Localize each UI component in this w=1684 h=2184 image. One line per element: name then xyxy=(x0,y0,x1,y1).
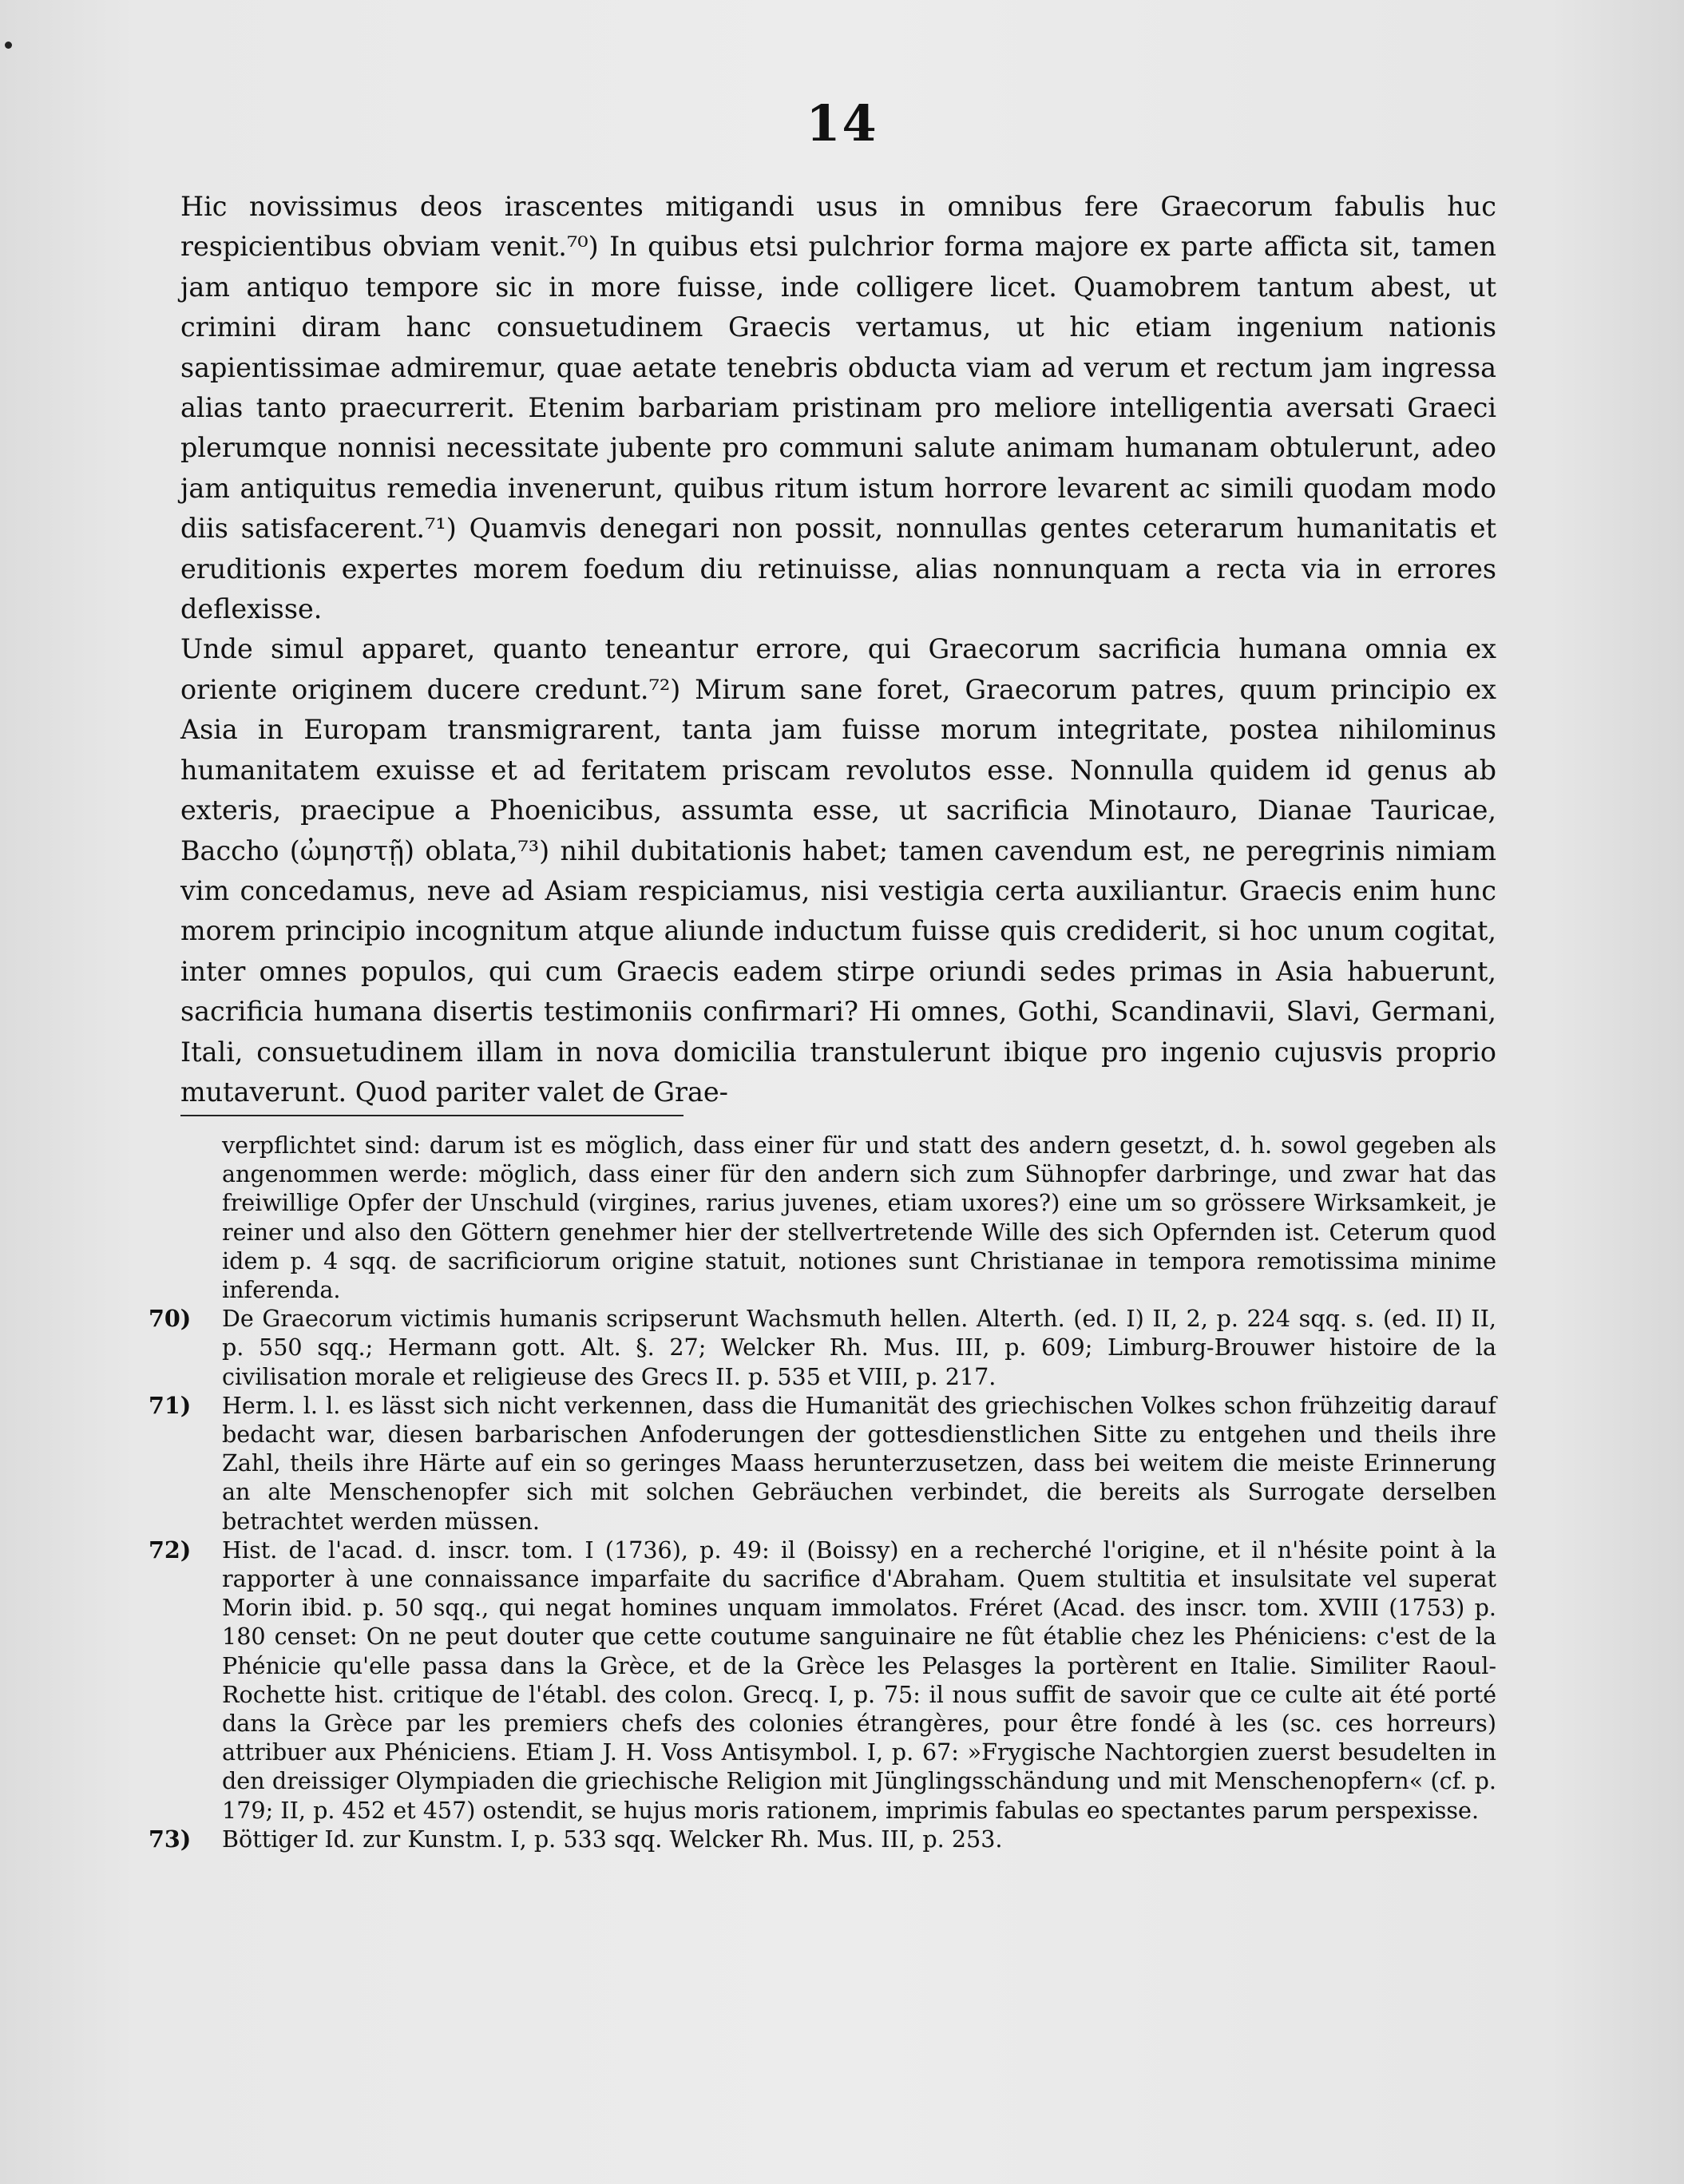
footnotes-section xyxy=(120,1131,1496,1853)
footnote-text: Hist. de l'acad. d. inscr. tom. I (1736), p. 49: il (Boissy) en a recherché l'origine, et il n'hésite point à la rapporter à une connaissance imparfaite du sacrifice d'Abraham. Quem stultitia et insulsitate vel superat Morin ibid. p. 50 sqq., qui negat homines unquam immolatos. Fréret (Acad. des inscr. tom. XVIII (1753) p. 180 censet: On ne peut douter que cette coutume sanguinaire ne fût établie chez les Phéniciens: c'est de la Phénicie qu'elle passa dans la Grèce, et de la Grèce les Pelasges la portèrent en Italie. Similiter Raoul-Rochette hist. critique de l'établ. des colon. Grecq. I, p. 75: il nous suffit de savoir que ce culte ait été porté dans la Grèce par les premiers chefs des colonies étrangères, pour être fondé à les (sc. ces horreurs) attribuer aux Phéniciens. Etiam J. H. Voss Antisymbol. I, p. 67: »Frygische Nachtorgien zuerst besudelten in den dreissiger Olympiaden die griechische Religion mit Jünglingsschändung und mit Menschenopfern« (cf. p. 179; II, p. 452 et 457) ostendit, se hujus moris rationem, imprimis fabulas eo spectantes parum perspexisse. xyxy=(222,1536,1496,1824)
footnote-continuation: verpflichtet sind: darum ist es möglich, dass einer für und statt des andern gesetzt, d. h. sowol gegeben als angenommen werde: möglich, dass einer für den andern sich zum Sühnopfer darbringe, und zwar hat das freiwillige Opfer der Unschuld (virgines, rarius juvenes, etiam uxores?) eine um so grössere Wirksamkeit, je reiner und also den Göttern genehmer hier der stellvertretende Wille des sich Opfernden ist. Ceterum quod idem p. 4 sqq. de sacrificiorum origine statuit, notiones sunt Christianae in tempora remotissima minime inferenda. xyxy=(222,1132,1496,1304)
margin-ink-dot xyxy=(5,42,12,49)
footnote-number: 71) xyxy=(149,1391,192,1419)
footnote-71 xyxy=(120,1391,1496,1536)
page-number: 14 xyxy=(806,94,878,153)
main-text xyxy=(180,187,1496,1112)
body-paragraph-1: Hic novissimus deos irascentes mitigandi usus in omnibus fere Graecorum fabulis huc respicientibus obviam venit.⁷⁰) In quibus etsi pulchrior forma majore ex parte afficta sit, tamen jam antiquo tempore sic in more fuisse, inde colligere licet. Quamobrem tantum abest, ut crimini diram hanc consuetudinem Graecis vertamus, ut hic etiam ingenium nationis sapientissimae admiremur, quae aetate tenebris obducta viam ad verum et rectum jam ingressa alias tanto praecurrerit. Etenim barbariam pristinam pro meliore intelligentia aversati Graeci plerumque nonnisi necessitate jubente pro communi salute animam humanam obtulerunt, adeo jam antiquitus remedia invenerunt, quibus ritum istum horrore levarent ac simili quodam modo diis satisfacerent.⁷¹) Quamvis denegari non possit, nonnullas gentes ceterarum humanitatis et eruditionis expertes morem foedum diu retinuisse, alias nonnunquam a recta via in errores deflexisse. xyxy=(180,191,1496,625)
footnote-number: 72) xyxy=(149,1536,192,1564)
footnote-number: 73) xyxy=(149,1825,192,1853)
footnote-text: Herm. l. l. es lässt sich nicht verkennen, dass die Humanität des griechischen Volkes schon frühzeitig darauf bedacht war, diesen barbarischen Anfoderungen der gottesdienstlichen Sitte zu entgehen und theils ihre Zahl, theils ihre Härte auf ein so geringes Maass herunterzusetzen, dass bei weitem die meiste Erinnerung an alte Menschenopfer sich mit solchen Gebräuchen verbindet, die bereits als Surrogate derselben betrachtet werden müssen. xyxy=(222,1391,1496,1535)
footnote-70 xyxy=(120,1304,1496,1391)
body-paragraph-2: Unde simul apparet, quanto teneantur errore, qui Graecorum sacrificia humana omnia ex oriente originem ducere credunt.⁷²) Mirum sane foret, Graecorum patres, quum principio ex Asia in Europam transmigrarent, tanta jam fuisse morum integritate, postea nihilominus humanitatem exuisse et ad feritatem priscam revolutos esse. Nonnulla quidem id genus ab exteris, praecipue a Phoenicibus, assumta esse, ut sacrificia Minotauro, Dianae Tauricae, Baccho (ὠμηστῇ) oblata,⁷³) nihil dubitationis habet; tamen cavendum est, ne peregrinis nimiam vim concedamus, neve ad Asiam respiciamus, nisi vestigia certa auxiliantur. Graecis enim hunc morem principio incognitum atque aliunde inductum fuisse quis crediderit, si hoc unum cogitat, inter omnes populos, qui cum Graecis eadem stirpe oriundi sedes primas in Asia habuerunt, sacrificia humana disertis testimoniis confirmari? Hi omnes, Gothi, Scandinavii, Slavi, Germani, Itali, consuetudinem illam in nova domicilia transtulerunt ibique pro ingenio cujusvis proprio mutaverunt. Quod pariter valet de Grae- xyxy=(180,633,1496,1108)
footnote-73 xyxy=(120,1825,1496,1853)
footnote-text: Böttiger Id. zur Kunstm. I, p. 533 sqq. Welcker Rh. Mus. III, p. 253. xyxy=(222,1825,1003,1853)
footnote-72 xyxy=(120,1536,1496,1825)
footnote-text: De Graecorum victimis humanis scripserunt Wachsmuth hellen. Alterth. (ed. I) II, 2, p. 224 sqq. s. (ed. II) II, p. 550 sqq.; Hermann gott. Alt. §. 27; Welcker Rh. Mus. III, p. 609; Limburg-Brouwer histoire de la civilisation morale et religieuse des Grecs II. p. 535 et VIII, p. 217. xyxy=(222,1305,1496,1390)
footnote-separator xyxy=(180,1115,684,1116)
footnote-number: 70) xyxy=(149,1305,192,1333)
